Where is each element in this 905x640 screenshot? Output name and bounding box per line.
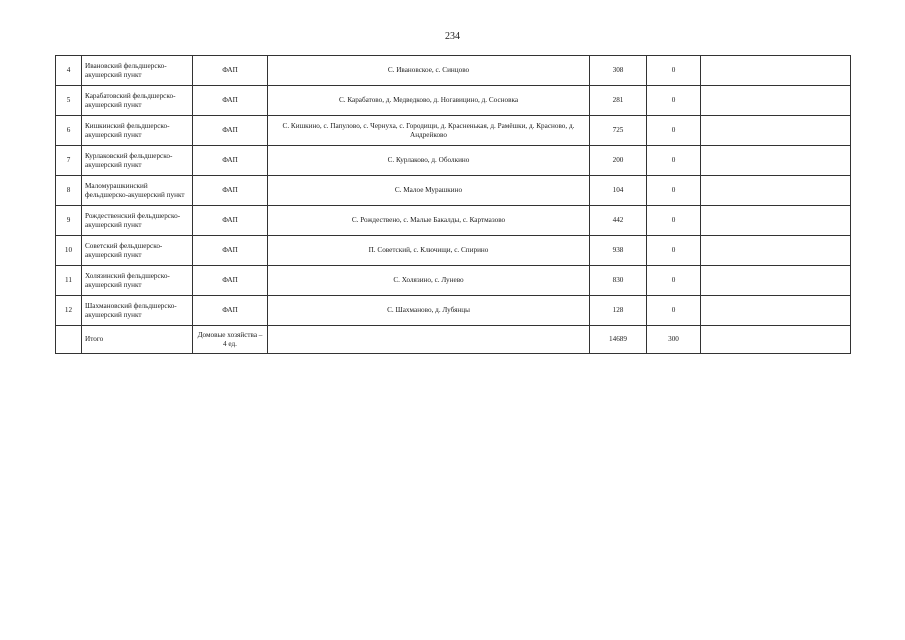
value-count: 0 xyxy=(647,266,701,296)
table-row xyxy=(56,116,851,146)
total-population: 14689 xyxy=(590,326,647,354)
row-number: 11 xyxy=(56,266,82,296)
served-settlements: С. Холязино, с. Лунево xyxy=(268,266,590,296)
extra-cell xyxy=(701,176,851,206)
total-label: Итого xyxy=(82,326,193,354)
extra-cell xyxy=(701,146,851,176)
extra-cell xyxy=(701,236,851,266)
row-number: 5 xyxy=(56,86,82,116)
value-count: 0 xyxy=(647,206,701,236)
value-count: 0 xyxy=(647,296,701,326)
extra-cell xyxy=(701,86,851,116)
row-number: 9 xyxy=(56,206,82,236)
facility-type: ФАП xyxy=(193,206,268,236)
extra-cell xyxy=(701,266,851,296)
value-count: 0 xyxy=(647,56,701,86)
facility-name: Маломурашкинский фельдшерско-акушерский пункт xyxy=(82,176,193,206)
table-row xyxy=(56,296,851,326)
facility-type: ФАП xyxy=(193,296,268,326)
population-count: 308 xyxy=(590,56,647,86)
row-number: 7 xyxy=(56,146,82,176)
total-number xyxy=(56,326,82,354)
served-settlements: С. Кишкино, с. Папулово, с. Чернуха, с. Городищи, д. Красненькая, д. Рамёшки, д. Красново, д. Андрейково xyxy=(268,116,590,146)
row-number: 6 xyxy=(56,116,82,146)
served-settlements: С. Ивановское, с. Синцово xyxy=(268,56,590,86)
value-count: 0 xyxy=(647,146,701,176)
facility-type: ФАП xyxy=(193,146,268,176)
facility-name: Рождественский фельдшерско-акушерский пункт xyxy=(82,206,193,236)
facility-type: ФАП xyxy=(193,266,268,296)
population-count: 104 xyxy=(590,176,647,206)
facility-name: Ивановский фельдшерско-акушерский пункт xyxy=(82,56,193,86)
total-value: 300 xyxy=(647,326,701,354)
value-count: 0 xyxy=(647,236,701,266)
served-settlements: С. Рождествено, с. Малые Бакалды, с. Картмазово xyxy=(268,206,590,236)
facility-name: Шахмановский фельдшерско-акушерский пункт xyxy=(82,296,193,326)
table-row xyxy=(56,86,851,116)
facility-type: ФАП xyxy=(193,236,268,266)
population-count: 830 xyxy=(590,266,647,296)
facility-type: ФАП xyxy=(193,116,268,146)
served-settlements: С. Курлаково, д. Оболкино xyxy=(268,146,590,176)
table-row xyxy=(56,56,851,86)
population-count: 128 xyxy=(590,296,647,326)
facility-name: Советский фельдшерско-акушерский пункт xyxy=(82,236,193,266)
table-row xyxy=(56,176,851,206)
table-row xyxy=(56,206,851,236)
served-settlements: С. Карабатово, д. Медведково, д. Ногавицино, д. Сосновка xyxy=(268,86,590,116)
population-count: 442 xyxy=(590,206,647,236)
value-count: 0 xyxy=(647,116,701,146)
population-count: 281 xyxy=(590,86,647,116)
extra-cell xyxy=(701,296,851,326)
row-number: 8 xyxy=(56,176,82,206)
page-number: 234 xyxy=(445,31,460,42)
facility-name: Холязинский фельдшерско-акушерский пункт xyxy=(82,266,193,296)
total-row xyxy=(56,326,851,354)
facility-name: Курлаковский фельдшерско-акушерский пункт xyxy=(82,146,193,176)
extra-cell xyxy=(701,56,851,86)
row-number: 12 xyxy=(56,296,82,326)
extra-cell xyxy=(701,116,851,146)
extra-cell xyxy=(701,206,851,236)
population-count: 200 xyxy=(590,146,647,176)
value-count: 0 xyxy=(647,86,701,116)
table-row xyxy=(56,266,851,296)
served-settlements: С. Малое Мурашкино xyxy=(268,176,590,206)
population-count: 938 xyxy=(590,236,647,266)
row-number: 10 xyxy=(56,236,82,266)
settlements-table xyxy=(55,55,851,354)
facility-type: ФАП xyxy=(193,56,268,86)
facility-type: ФАП xyxy=(193,86,268,116)
population-count: 725 xyxy=(590,116,647,146)
total-extra xyxy=(701,326,851,354)
facility-name: Карабатовский фельдшерско-акушерский пункт xyxy=(82,86,193,116)
table-row xyxy=(56,146,851,176)
facility-name: Кишкинский фельдшерско-акушерский пункт xyxy=(82,116,193,146)
served-settlements: П. Советский, с. Ключищи, с. Спирино xyxy=(268,236,590,266)
row-number: 4 xyxy=(56,56,82,86)
table-row xyxy=(56,236,851,266)
total-settlements xyxy=(268,326,590,354)
served-settlements: С. Шахманово, д. Лубянцы xyxy=(268,296,590,326)
facility-type: ФАП xyxy=(193,176,268,206)
value-count: 0 xyxy=(647,176,701,206)
total-households: Домовые хозяйства – 4 ед. xyxy=(193,326,268,354)
